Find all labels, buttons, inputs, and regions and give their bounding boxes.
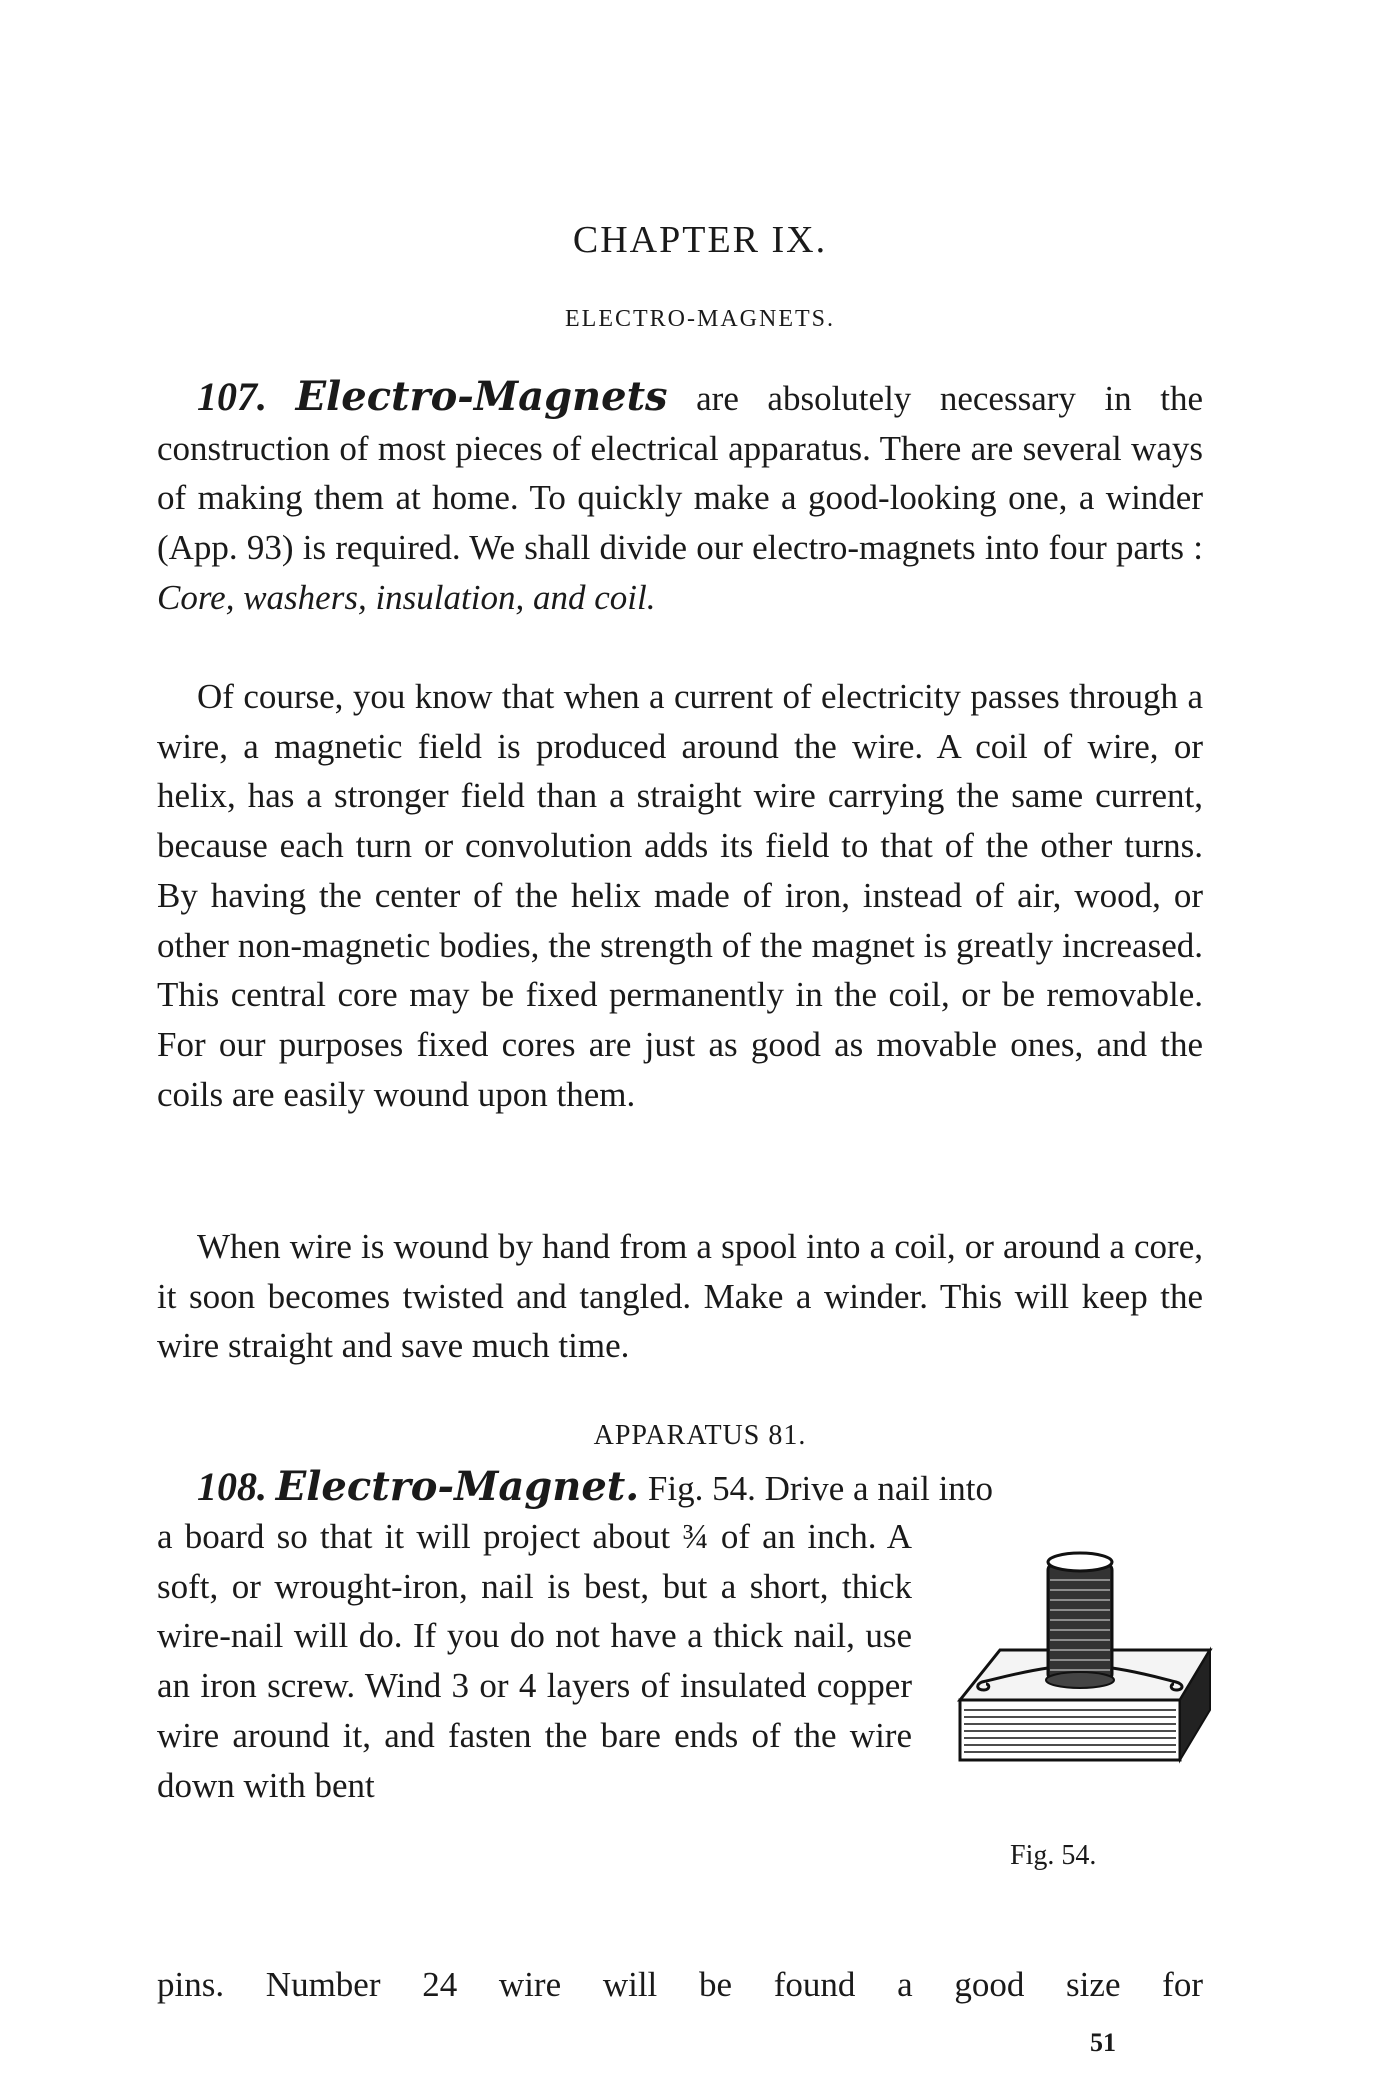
section-107-paragraph-2 [157, 672, 1203, 1119]
paragraph-text: are absolutely necessary in the construction of most pieces of electrical apparatus. There are several ways of making them at home. To quickly make a good-looking one, a winder (App. 93) is required. We shall divide our electro-magnets into four parts : [157, 379, 1203, 568]
paragraph-text: When wire is wound by hand from a spool into a coil, or around a core, it soon becomes twisted and tangled. Make a winder. This will keep the wire straight and save much time. [157, 1227, 1203, 1366]
lead-text: Fig. 54. Drive a nail into [639, 1469, 994, 1508]
apparatus-label: APPARATUS 81. [593, 1420, 807, 1451]
chapter-subtitle: ELECTRO-MAGNETS. [565, 306, 835, 332]
section-number: 108. [197, 1464, 267, 1509]
paragraph-text: Of course, you know that when a current of electricity passes through a wire, a magnetic field is produced around the wire. A coil of wire, or helix, has a stronger field than a straight wire carrying the same current, because each turn or convolution adds its field to that of the other turns. By having the center of the helix made of iron, instead of air, wood, or other non-magnetic bodies, the strength of the magnet is greatly increased. This central core may be fixed permanently in the coil, or be removable. For our purposes fixed cores are just as good as movable ones, and the coils are easily wound upon them. [157, 677, 1203, 1114]
section-heading: Electro-Magnet. [275, 1463, 640, 1510]
section-number: 107. [197, 374, 267, 419]
chapter-title: CHAPTER IX. [572, 219, 828, 261]
section-108-lead [157, 1462, 1203, 1514]
section-107-paragraph-3 [157, 1222, 1203, 1371]
paragraph-text: a board so that it will project about ¾ of an inch. A soft, or wrought-iron, nail is best, but a short, thick wire-nail will do. If you do not have a thick nail, use an iron screw. Wind 3 or 4 layers of insulated copper wire around it, and fasten the bare ends of the wire down with bent [157, 1517, 912, 1805]
section-108-last-line [157, 1960, 1203, 2010]
paragraph-text: pins. Number 24 wire will be found a good size for [157, 1965, 1203, 2004]
section-108-wrapped-text [157, 1512, 912, 1810]
parts-list: Core, washers, insulation, and coil. [157, 577, 656, 617]
figure-caption: Fig. 54. [1010, 1840, 1097, 1871]
page-number: 51 [1090, 2028, 1116, 2057]
section-107-paragraph-1 [157, 372, 1203, 623]
electro-magnet-illustration [940, 1540, 1240, 1780]
section-heading: Electro-Magnets [295, 373, 668, 420]
